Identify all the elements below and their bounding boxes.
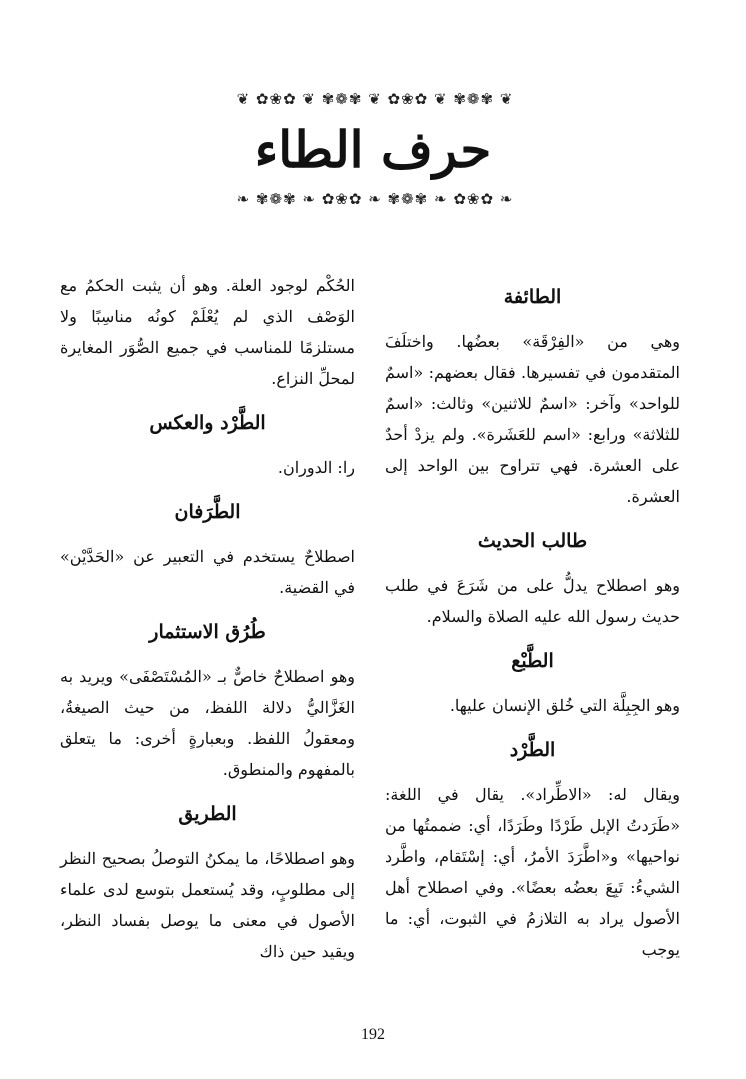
right-column — [385, 270, 680, 965]
top-ornament: ❦ ✿❀✿ ❦ ✾❁✾ ❦ ✿❀✿ ❦ ✾❁✾ ❦ — [236, 90, 514, 108]
entry-text: ويقال له: «الاطِّراد». يقال في اللغة: «طَرَدتُ الإبل طَرْدًا وطَرَدًا، أي: ضممتُها من نواحيها» و«اطَّرَدَ الأمرُ، أي: إسْتَقام، واطَّرد الشيءُ: تَبِعَ بعضُه بعضًا». وفي اصطلاح أهل الأصول يراد به التلازمُ في الثبوت، أي: ما يوجب — [385, 785, 680, 959]
entry-heading: الطائفة — [503, 286, 562, 308]
entry-heading: طالب الحديث — [477, 530, 588, 552]
bottom-ornament: ❧ ✾❁✾ ❧ ✿❀✿ ❧ ✾❁✾ ❧ ✿❀✿ ❧ — [236, 190, 514, 208]
left-column — [60, 270, 355, 967]
entry-text: الحُكْم لوجود العلة. وهو أن يثبت الحكمُ مع الوَصْف الذي لم يُعْلَمْ كونُه مناسِبًا ولا مستلزمًا للمناسب في جميع الصُّوَر المغايرة لمحلِّ النزاع. — [60, 276, 355, 388]
entry-heading: الطَّرْد — [509, 739, 556, 761]
entry-heading: الطريق — [178, 803, 237, 825]
entry-text: وهي من «الفِرْقَة» بعضُها. واختلَفَ المتقدمون في تفسيرها. فقال بعضهم: «اسمٌ للواحد» وآخر: «اسمٌ للاثنين» وثالث: «اسمٌ للثلاثة» ورابع: «اسم للعَشَرة». ولم يزدْ أحدٌ على العشرة. فهي تتراوح بين الواحد إلى العشرة. — [385, 332, 680, 506]
entry-text: را: الدوران. — [277, 458, 355, 477]
entry-heading: الطَّرْد والعكس — [149, 412, 266, 434]
entry-text: وهو اصطلاحًا، ما يمكنُ التوصلُ بصحيح النظر إلى مطلوبٍ، وقد يُستعمل بتوسع لدى علماء الأصول في معنى ما يوصل بفساد النظر، ويقيد حين ذاك — [60, 849, 355, 961]
page-number: 192 — [361, 1026, 385, 1043]
entry-heading: طُرُق الاستثمار — [149, 621, 266, 643]
entry-heading: الطَّبْع — [511, 650, 554, 672]
entry-text: وهو اصطلاح يدلُّ على من شَرَعَ في طلب حديث رسول الله عليه الصلاة والسلام. — [385, 576, 680, 626]
entry-heading: الطَّرَفان — [174, 501, 241, 523]
entry-text: وهو الجِبِلَّة التي خُلق الإنسان عليها. — [449, 696, 680, 715]
chapter-title: حرف الطاء — [254, 120, 492, 179]
entry-text: وهو اصطلاحٌ خاصٌّ بـ «المُسْتَصْفَى» ويريد به الغَزَّاليُّ دلالة اللفظ، من حيث الصيغةُ، ومعقولُ اللفظ. وبعبارةٍ أخرى: ما يتعلق بالمفهوم والمنطوق. — [60, 667, 355, 779]
entry-text: اصطلاحٌ يستخدم في التعبير عن «الحَدَّيْن» في القضية. — [60, 547, 355, 597]
